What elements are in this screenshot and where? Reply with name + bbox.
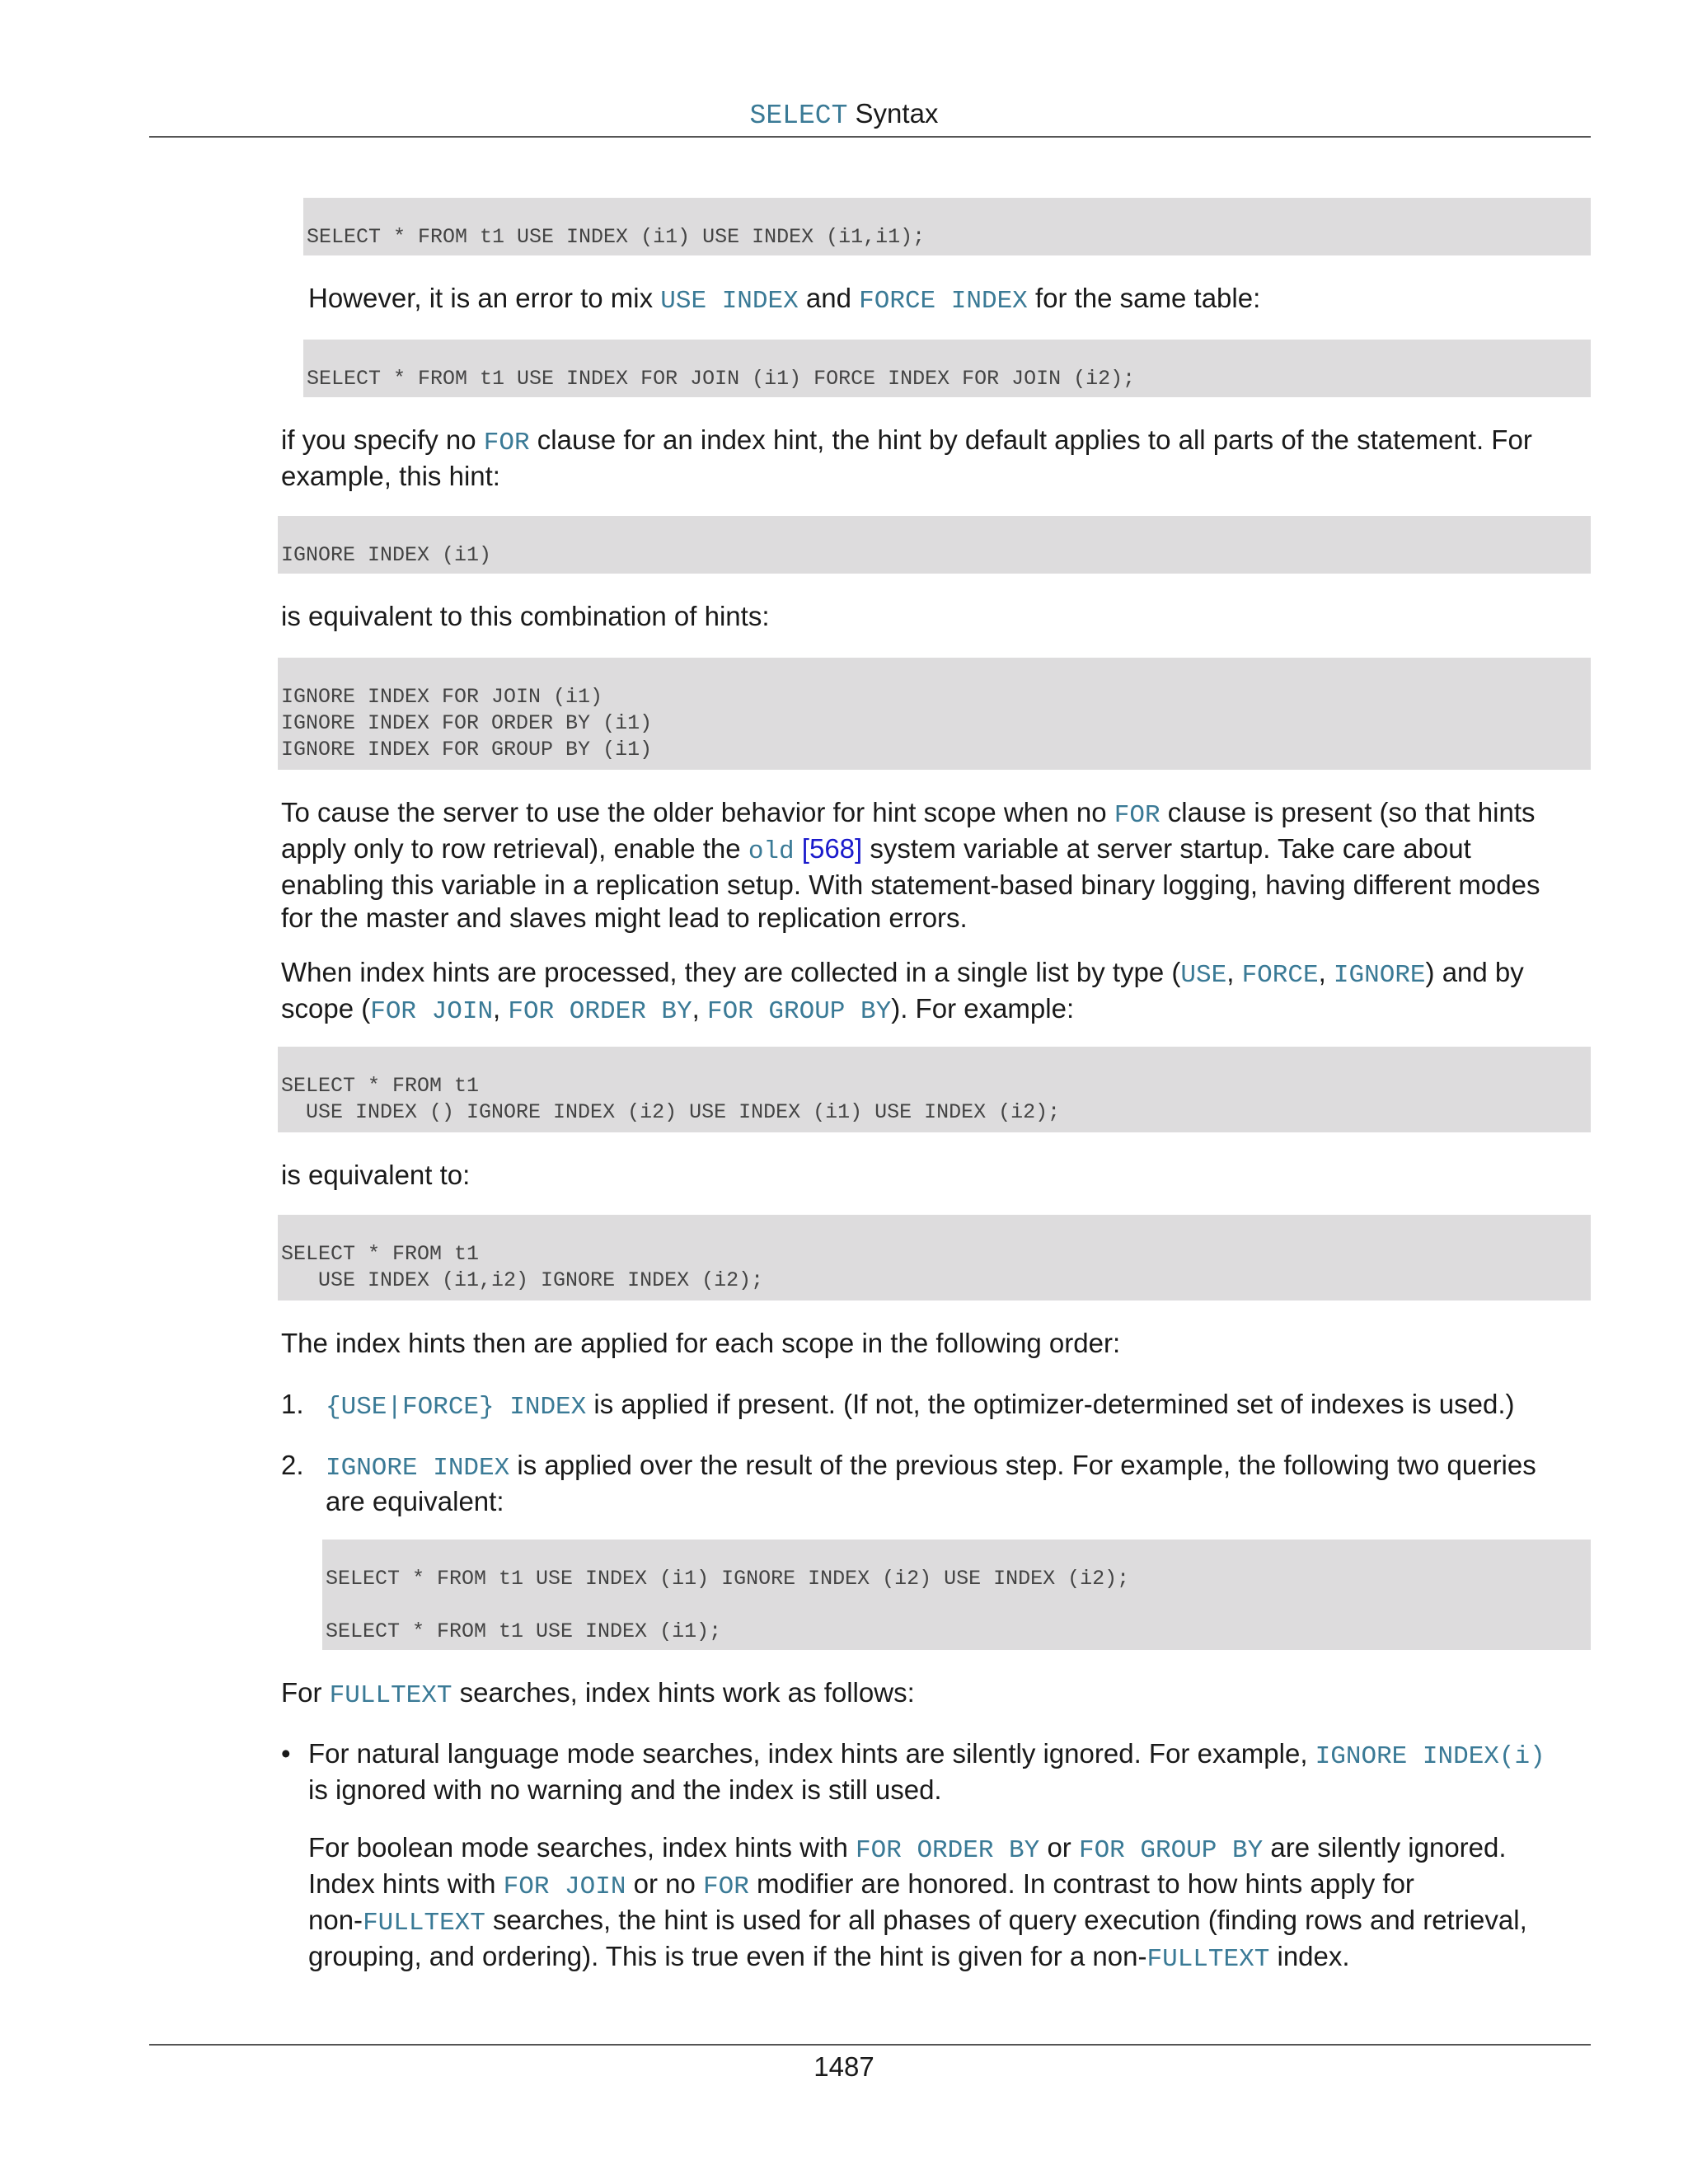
code-block-5 — [278, 1047, 1591, 1132]
list-number: 2. — [281, 1450, 304, 1480]
keyword: FULLTEXT — [1146, 1945, 1270, 1974]
text: scope ( — [281, 993, 371, 1024]
page-number: 1487 — [814, 2051, 874, 2082]
code-line: IGNORE INDEX FOR GROUP BY (i1) — [281, 738, 653, 762]
keyword: USE — [1180, 961, 1227, 990]
text: is ignored with no warning and the index is still used. — [308, 1774, 942, 1805]
keyword: USE INDEX — [660, 287, 799, 316]
code-line: SELECT * FROM t1 USE INDEX (i1) IGNORE INDEX (i2) USE INDEX (i2); — [326, 1567, 1130, 1591]
code-block-7 — [322, 1540, 1591, 1650]
text: apply only to row retrieval), enable the — [281, 833, 748, 864]
text: grouping, and ordering). This is true even if the hint is given for a non- — [308, 1941, 1147, 1971]
list-number: 1. — [281, 1389, 304, 1419]
text: for the master and slaves might lead to replication errors. — [281, 902, 968, 933]
code-line: SELECT * FROM t1 USE INDEX (i1) USE INDEX (i1,i1); — [307, 225, 926, 249]
text: Index hints with — [308, 1868, 504, 1899]
paragraph-8 — [281, 1676, 915, 1713]
text: for the same table: — [1027, 283, 1261, 313]
keyword: FOR ORDER BY — [856, 1836, 1040, 1865]
text: and — [798, 283, 860, 313]
code-block-6 — [278, 1215, 1591, 1301]
paragraph-4 — [281, 796, 1540, 935]
code-line: IGNORE INDEX FOR JOIN (i1) — [281, 685, 603, 709]
text: non- — [308, 1905, 363, 1935]
code-line: SELECT * FROM t1 — [281, 1242, 480, 1266]
page-reference-link[interactable]: [568] — [794, 833, 863, 864]
text: if you specify no — [281, 424, 484, 455]
footer-rule — [149, 2044, 1591, 2046]
code-line: USE INDEX (i1,i2) IGNORE INDEX (i2); — [281, 1268, 764, 1292]
text: example, this hint: — [281, 461, 500, 491]
paragraph-6: is equivalent to: — [281, 1160, 471, 1190]
text: enabling this variable in a replication setup. With statement-based binary logging, having different modes — [281, 869, 1540, 900]
text: is applied if present. (If not, the optimizer-determined set of indexes is used.) — [586, 1389, 1515, 1419]
code-block-4 — [278, 658, 1591, 770]
text: is applied over the result of the previous step. For example, the following two queries — [509, 1450, 1536, 1480]
keyword: FOR — [483, 429, 530, 457]
paragraph-2 — [281, 424, 1532, 493]
text: , — [692, 993, 707, 1024]
text: searches, the hint is used for all phases of query execution (finding rows and retrieval, — [485, 1905, 1527, 1935]
keyword: FOR JOIN — [370, 997, 494, 1026]
text: , — [1226, 957, 1242, 987]
keyword: FOR — [1114, 801, 1160, 830]
text: clause for an index hint, the hint by default applies to all parts of the statement. For — [529, 424, 1532, 455]
keyword: FULLTEXT — [329, 1681, 452, 1710]
text: , — [493, 993, 509, 1024]
keyword: IGNORE — [1333, 961, 1426, 990]
text: , — [1318, 957, 1334, 987]
code-line: IGNORE INDEX (i1) — [281, 543, 492, 567]
keyword: IGNORE INDEX — [326, 1454, 510, 1483]
text: ) and by — [1425, 957, 1524, 987]
keyword: FOR JOIN — [503, 1872, 626, 1901]
text: searches, index hints work as follows: — [452, 1677, 915, 1708]
text: For natural language mode searches, index hints are silently ignored. For example, — [308, 1738, 1315, 1769]
keyword: FULLTEXT — [363, 1909, 485, 1938]
code-block-3 — [278, 516, 1591, 574]
text: index. — [1269, 1941, 1350, 1971]
text: For boolean mode searches, index hints with — [308, 1832, 856, 1863]
header-keyword: SELECT — [749, 101, 848, 131]
code-line: SELECT * FROM t1 USE INDEX (i1); — [326, 1619, 722, 1643]
keyword: FOR GROUP BY — [1078, 1836, 1264, 1865]
paragraph-1 — [308, 282, 1260, 318]
code-block-2 — [303, 340, 1591, 397]
paragraph-7: The index hints then are applied for each scope in the following order: — [281, 1328, 1121, 1358]
keyword: IGNORE INDEX(i) — [1315, 1742, 1545, 1771]
text: To cause the server to use the older behavior for hint scope when no — [281, 797, 1114, 827]
text: However, it is an error to mix — [308, 283, 661, 313]
keyword: FOR GROUP BY — [706, 997, 892, 1026]
keyword: FOR ORDER BY — [508, 997, 692, 1026]
text: are equivalent: — [326, 1486, 504, 1516]
paragraph-5 — [281, 956, 1524, 1029]
header-title: Syntax — [847, 98, 939, 129]
bullet-item — [308, 1737, 1545, 1807]
text: or — [1039, 1832, 1079, 1863]
text: For — [281, 1677, 330, 1708]
list-item-2 — [326, 1449, 1536, 1518]
keyword: FOR — [703, 1872, 749, 1901]
code-line: SELECT * FROM t1 — [281, 1074, 480, 1098]
keyword: {USE|FORCE} INDEX — [326, 1393, 587, 1422]
text: are silently ignored. — [1263, 1832, 1507, 1863]
paragraph-3: is equivalent to this combination of hints: — [281, 601, 770, 631]
list-item-1 — [326, 1388, 1515, 1424]
text: or no — [626, 1868, 704, 1899]
code-line: IGNORE INDEX FOR ORDER BY (i1) — [281, 711, 653, 735]
text: system variable at server startup. Take care about — [862, 833, 1471, 864]
keyword: FORCE — [1241, 961, 1319, 990]
text: clause is present (so that hints — [1160, 797, 1536, 827]
header-rule — [149, 136, 1591, 138]
code-block-1 — [303, 198, 1591, 255]
code-line: USE INDEX () IGNORE INDEX (i2) USE INDEX (i1) USE INDEX (i2); — [281, 1100, 1061, 1124]
page-header — [0, 97, 1688, 133]
keyword: FORCE INDEX — [859, 287, 1028, 316]
bullet-mark: • — [281, 1738, 291, 1769]
text: modifier are honored. In contrast to how hints apply for — [748, 1868, 1414, 1899]
code-line: SELECT * FROM t1 USE INDEX FOR JOIN (i1) FORCE INDEX FOR JOIN (i2); — [307, 367, 1136, 391]
text: ). For example: — [891, 993, 1075, 1024]
keyword: old — [748, 837, 795, 866]
text: When index hints are processed, they are collected in a single list by type ( — [281, 957, 1181, 987]
paragraph-9 — [308, 1831, 1527, 1976]
